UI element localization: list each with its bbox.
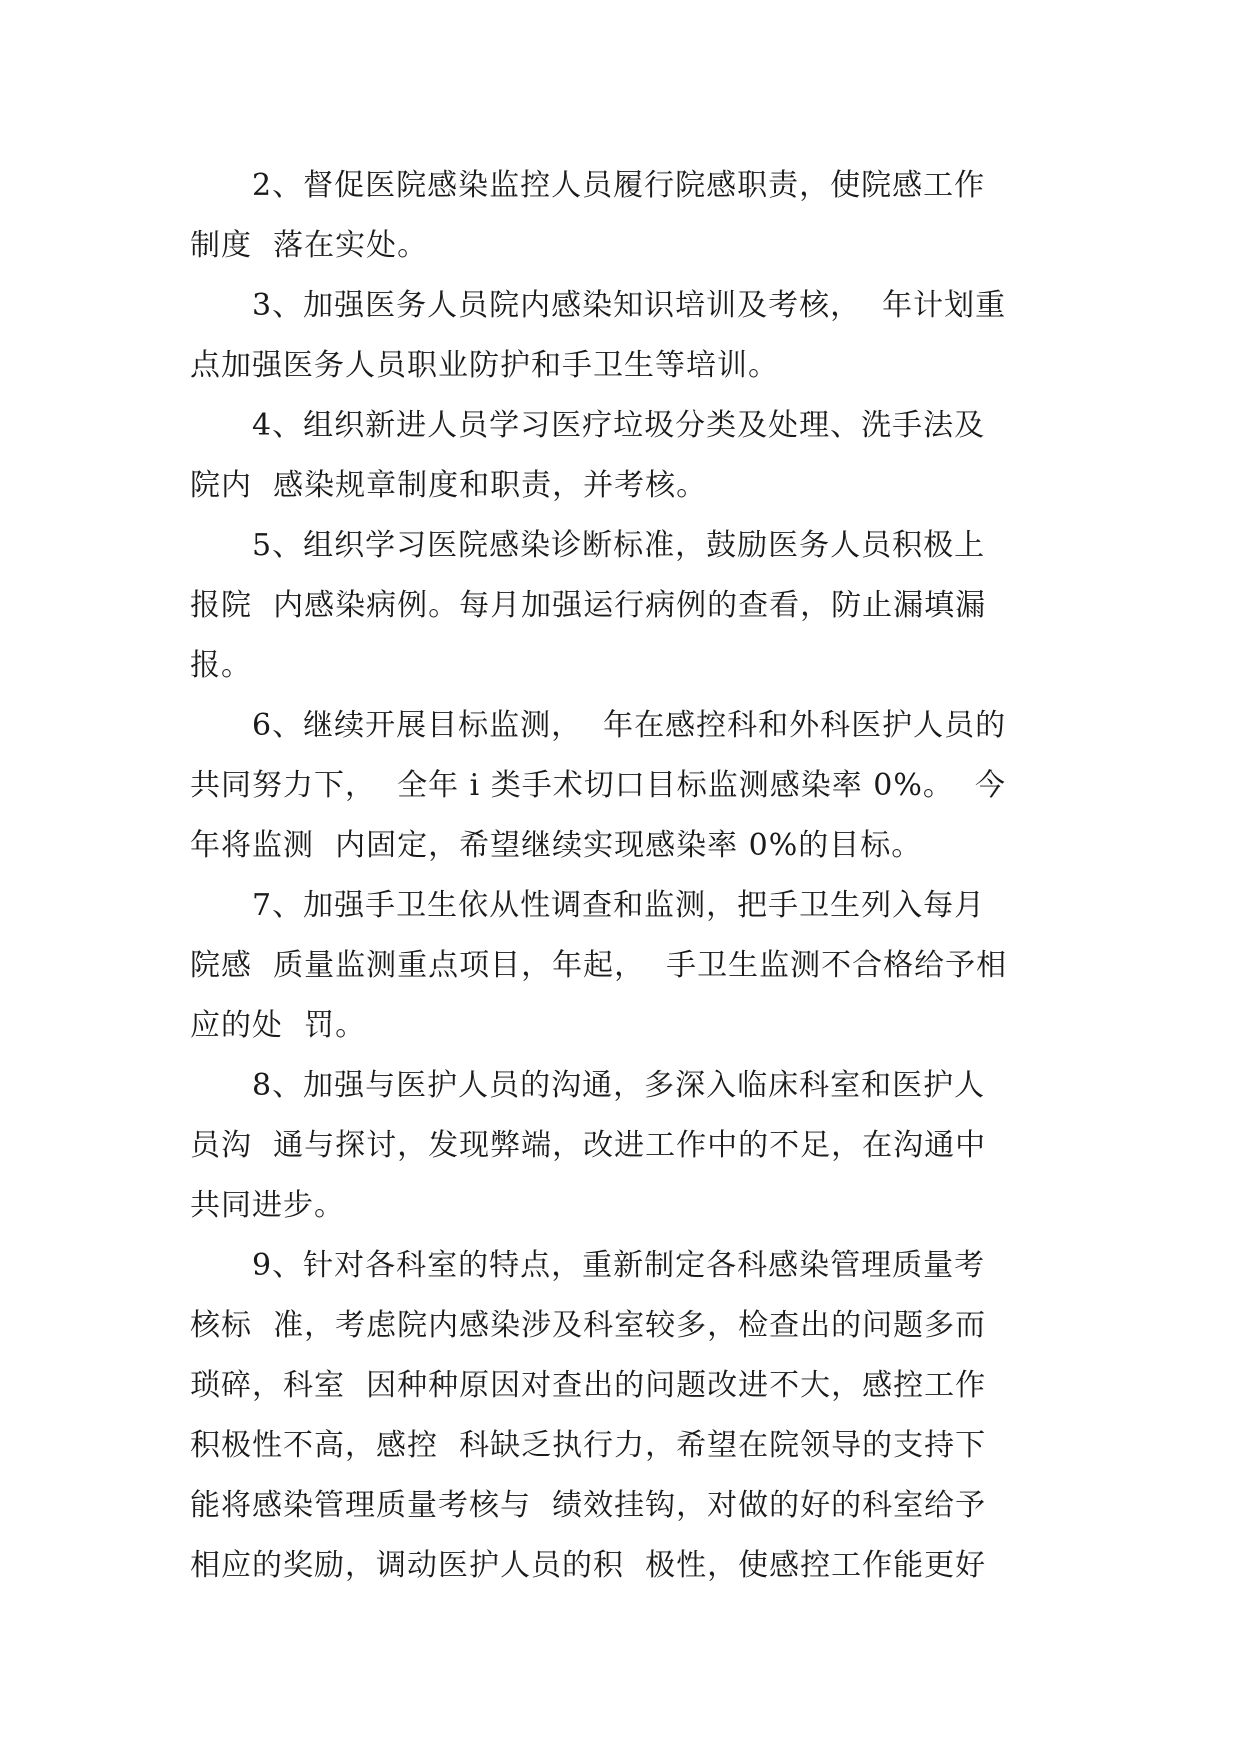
text-line: 2、督促医院感染监控人员履行院感职责，使院感工作: [252, 168, 986, 203]
text-line: 3、加强医务人员院内感染知识培训及考核， 年计划重: [252, 288, 1007, 323]
text-line: 共同努力下， 全年 i 类手术切口目标监测感染率 0%。 今: [190, 768, 1006, 803]
text-line: 8、加强与医护人员的沟通，多深入临床科室和医护人: [252, 1068, 986, 1103]
text-line: 能将感染管理质量考核与 绩效挂钩，对做的好的科室给予: [190, 1488, 987, 1523]
text-line: 9、针对各科室的特点，重新制定各科感染管理质量考: [252, 1248, 986, 1283]
text-line: 7、加强手卫生依从性调查和监测，把手卫生列入每月: [252, 888, 986, 923]
text-line: 4、组织新进人员学习医疗垃圾分类及处理、洗手法及: [252, 408, 986, 443]
text-line: 5、组织学习医院感染诊断标准，鼓励医务人员积极上: [252, 528, 986, 563]
text-line: 应的处 罚。: [190, 1008, 367, 1043]
text-line: 相应的奖励，调动医护人员的积 极性，使感控工作能更好: [190, 1548, 987, 1583]
text-line: 报。: [190, 648, 252, 683]
text-line: 共同进步。: [190, 1188, 345, 1223]
text-line: 点加强医务人员职业防护和手卫生等培训。: [190, 348, 779, 383]
text-line: 院感 质量监测重点项目，年起， 手卫生监测不合格给予相: [190, 948, 1008, 983]
text-line: 院内 感染规章制度和职责，并考核。: [190, 468, 708, 503]
text-line: 积极性不高，感控 科缺乏执行力，希望在院领导的支持下: [190, 1428, 987, 1463]
text-line: 核标 准，考虑院内感染涉及科室较多，检查出的问题多而: [190, 1308, 987, 1343]
text-line: 员沟 通与探讨，发现弊端，改进工作中的不足，在沟通中: [190, 1128, 987, 1163]
text-line: 制度 落在实处。: [190, 228, 429, 263]
text-line: 琐碎，科室 因种种原因对查出的问题改进不大，感控工作: [190, 1368, 987, 1403]
text-line: 6、继续开展目标监测， 年在感控科和外科医护人员的: [252, 708, 1007, 743]
text-line: 年将监测 内固定，希望继续实现感染率 0%的目标。: [190, 828, 923, 863]
text-line: 报院 内感染病例。每月加强运行病例的查看，防止漏填漏: [190, 588, 987, 623]
